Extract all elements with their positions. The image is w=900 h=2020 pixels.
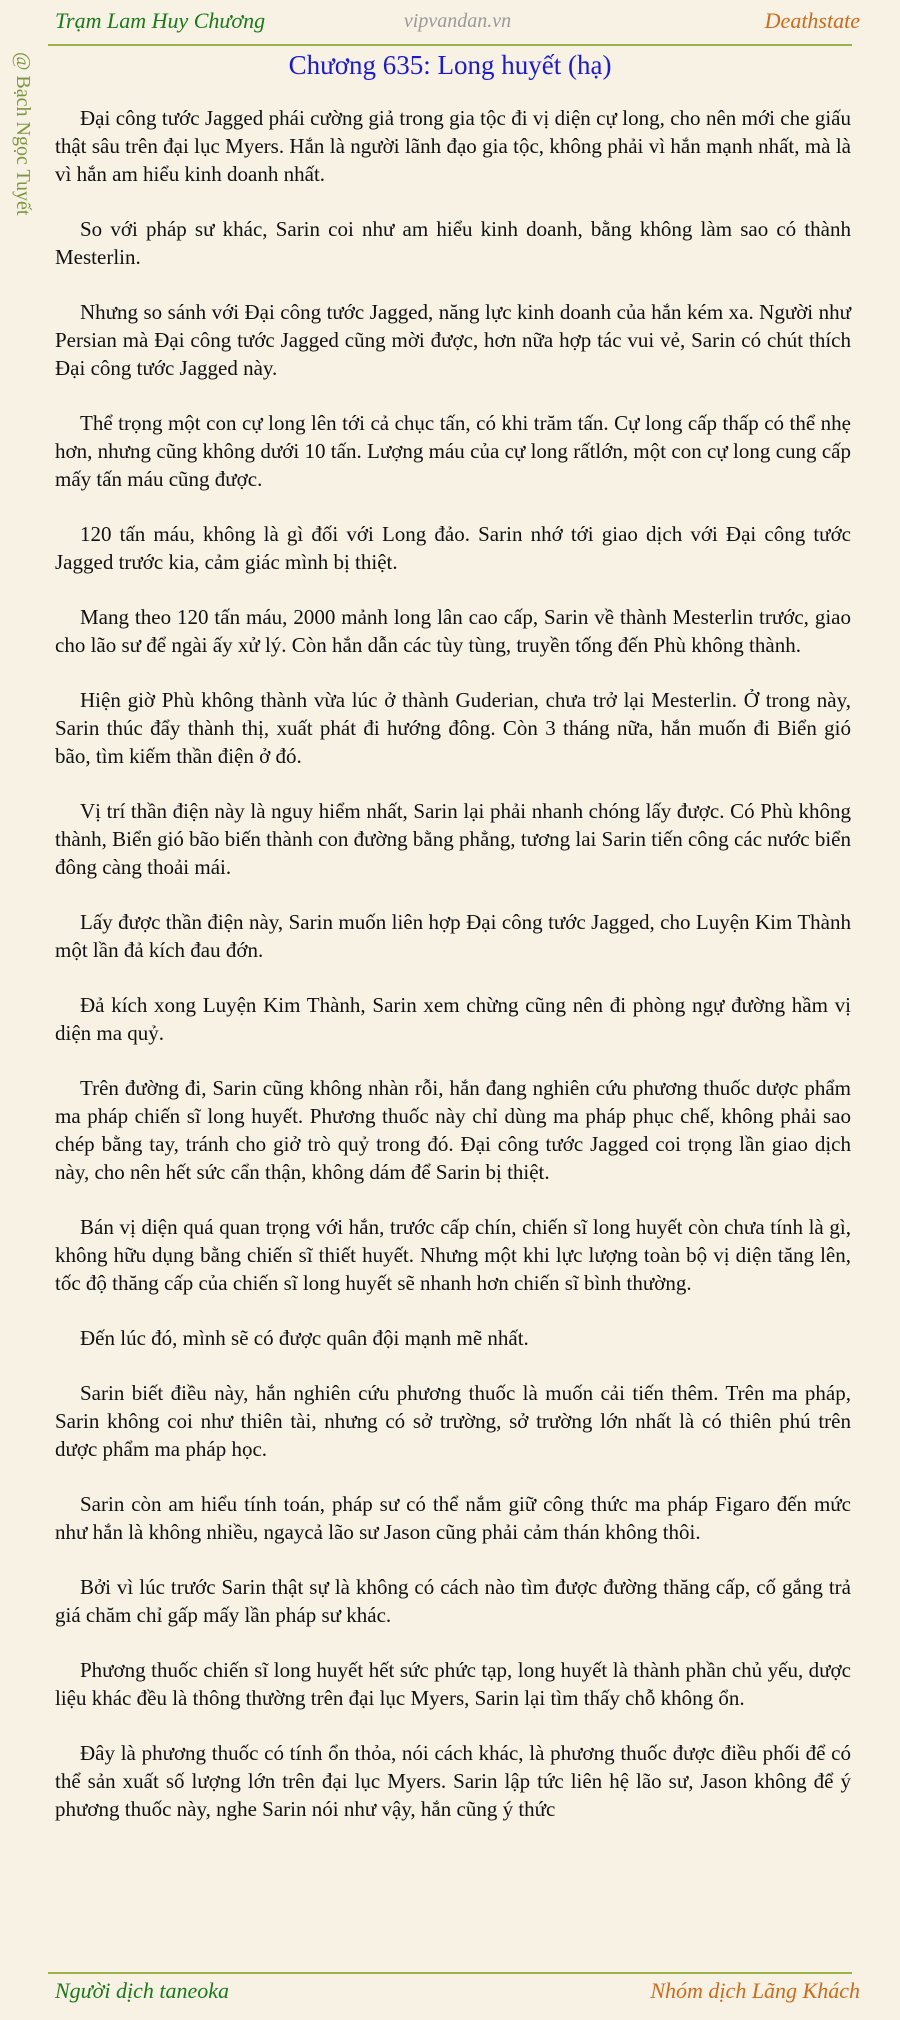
paragraph: Lấy được thần điện này, Sarin muốn liên hợp Đại công tước Jagged, cho Luyện Kim Thành một lần đả kích đau đớn. xyxy=(55,910,851,962)
paragraph: Đại công tước Jagged phái cường giả trong gia tộc đi vị diện cự long, cho nên mới che giấu thật sâu trên đại lục Myers. Hắn là người lãnh đạo gia tộc, không phải vì hắn mạnh nhất, mà là vì hắn am hiểu kinh doanh nhất. xyxy=(55,106,851,186)
paragraph: Phương thuốc chiến sĩ long huyết hết sức phức tạp, long huyết là thành phần chủ yếu, dược liệu khác đều là thông thường trên đại lục Myers, Sarin lại tìm thấy chỗ không ổn. xyxy=(55,1658,851,1710)
page-header xyxy=(55,8,860,38)
header-url: vipvandan.vn xyxy=(403,10,512,32)
paragraph: Thể trọng một con cự long lên tới cả chục tấn, có khi trăm tấn. Cự long cấp thấp có thể nhẹ hơn, nhưng cũng không dưới 10 tấn. Lượng máu của cự long rấtlớn, một con cự long cung cấp mấy tấn máu cũng được. xyxy=(55,411,851,491)
footer-divider xyxy=(48,1972,852,1974)
footer-group: Nhóm dịch Lãng Khách xyxy=(650,1978,860,2003)
paragraph: Vị trí thần điện này là nguy hiểm nhất, Sarin lại phải nhanh chóng lấy được. Có Phù không thành, Biển gió bão biến thành con đường bằng phẳng, tương lai Sarin tiến công các nước biển đông càng thoải mái. xyxy=(55,799,851,879)
paragraph: 120 tấn máu, không là gì đối với Long đảo. Sarin nhớ tới giao dịch với Đại công tước Jagged trước kia, cảm giác mình bị thiệt. xyxy=(55,522,851,574)
paragraph: Bán vị diện quá quan trọng với hắn, trước cấp chín, chiến sĩ long huyết còn chưa tính là gì, không hữu dụng bằng chiến sĩ thiết huyết. Nhưng một khi lực lượng toàn bộ vị diện tăng lên, tốc độ thăng cấp của chiến sĩ long huyết sẽ nhanh hơn chiến sĩ bình thường. xyxy=(55,1215,851,1295)
page-footer xyxy=(55,1978,860,2008)
paragraph: Sarin còn am hiểu tính toán, pháp sư có thể nắm giữ công thức ma pháp Figaro đến mức như hắn là không nhiều, ngaycả lão sư Jason cũng phải cảm thán không thôi. xyxy=(55,1492,851,1544)
side-label: @ Bạch Ngọc Tuyết xyxy=(12,52,34,216)
paragraph: Trên đường đi, Sarin cũng không nhàn rỗi, hắn đang nghiên cứu phương thuốc dược phẩm ma pháp chiến sĩ long huyết. Phương thuốc này chỉ dùng ma pháp phục chế, không phải sao chép bằng tay, tránh cho giở trò quỷ trong đó. Đại công tước Jagged coi trọng lần giao dịch này, cho nên hết sức cẩn thận, không dám để Sarin bị thiệt. xyxy=(55,1076,851,1184)
paragraph: Sarin biết điều này, hắn nghiên cứu phương thuốc là muốn cải tiến thêm. Trên ma pháp, Sarin không coi như thiên tài, nhưng có sở trường, sở trường lớn nhất là có thiên phú trên dược phẩm ma pháp học. xyxy=(55,1381,851,1461)
paragraph: Đây là phương thuốc có tính ổn thỏa, nói cách khác, là phương thuốc được điều phối để có thể sản xuất số lượng lớn trên đại lục Myers. Sarin lập tức liên hệ lão sư, Jason không để ý phương thuốc này, nghe Sarin nói như vậy, hắn cũng ý thức xyxy=(55,1741,851,1821)
header-author: Deathstate xyxy=(764,8,860,33)
paragraph: Đả kích xong Luyện Kim Thành, Sarin xem chừng cũng nên đi phòng ngự đường hầm vị diện ma quỷ. xyxy=(55,993,851,1045)
page xyxy=(40,0,860,2020)
header-divider xyxy=(48,44,852,46)
footer-translator: Người dịch taneoka xyxy=(55,1978,230,2003)
paragraph: Mang theo 120 tấn máu, 2000 mảnh long lân cao cấp, Sarin về thành Mesterlin trước, giao cho lão sư để ngài ấy xử lý. Còn hắn dẫn các tùy tùng, truyền tống đến Phù không thành. xyxy=(55,605,851,657)
chapter-title: Chương 635: Long huyết (hạ) xyxy=(288,50,612,80)
paragraph: Bởi vì lúc trước Sarin thật sự là không có cách nào tìm được đường thăng cấp, cố gắng trả giá chăm chỉ gấp mấy lần pháp sư khác. xyxy=(55,1575,851,1627)
header-site-name: Trạm Lam Huy Chương xyxy=(55,8,266,33)
paragraph: Nhưng so sánh với Đại công tước Jagged, năng lực kinh doanh của hắn kém xa. Người như Persian mà Đại công tước Jagged cũng mời được, hơn nữa hợp tác vui vẻ, Sarin có chút thích Đại công tước Jagged này. xyxy=(55,300,851,380)
paragraph: Hiện giờ Phù không thành vừa lúc ở thành Guderian, chưa trở lại Mesterlin. Ở trong này, Sarin thúc đẩy thành thị, xuất phát đi hướng đông. Còn 3 tháng nữa, hắn muốn đi Biển gió bão, tìm kiếm thần điện ở đó. xyxy=(55,688,851,768)
side-watermark xyxy=(2,52,38,282)
chapter-body xyxy=(55,104,851,1850)
paragraph: Đến lúc đó, mình sẽ có được quân đội mạnh mẽ nhất. xyxy=(80,1326,529,1350)
paragraph: So với pháp sư khác, Sarin coi như am hiểu kinh doanh, bằng không làm sao có thành Mesterlin. xyxy=(55,217,851,269)
